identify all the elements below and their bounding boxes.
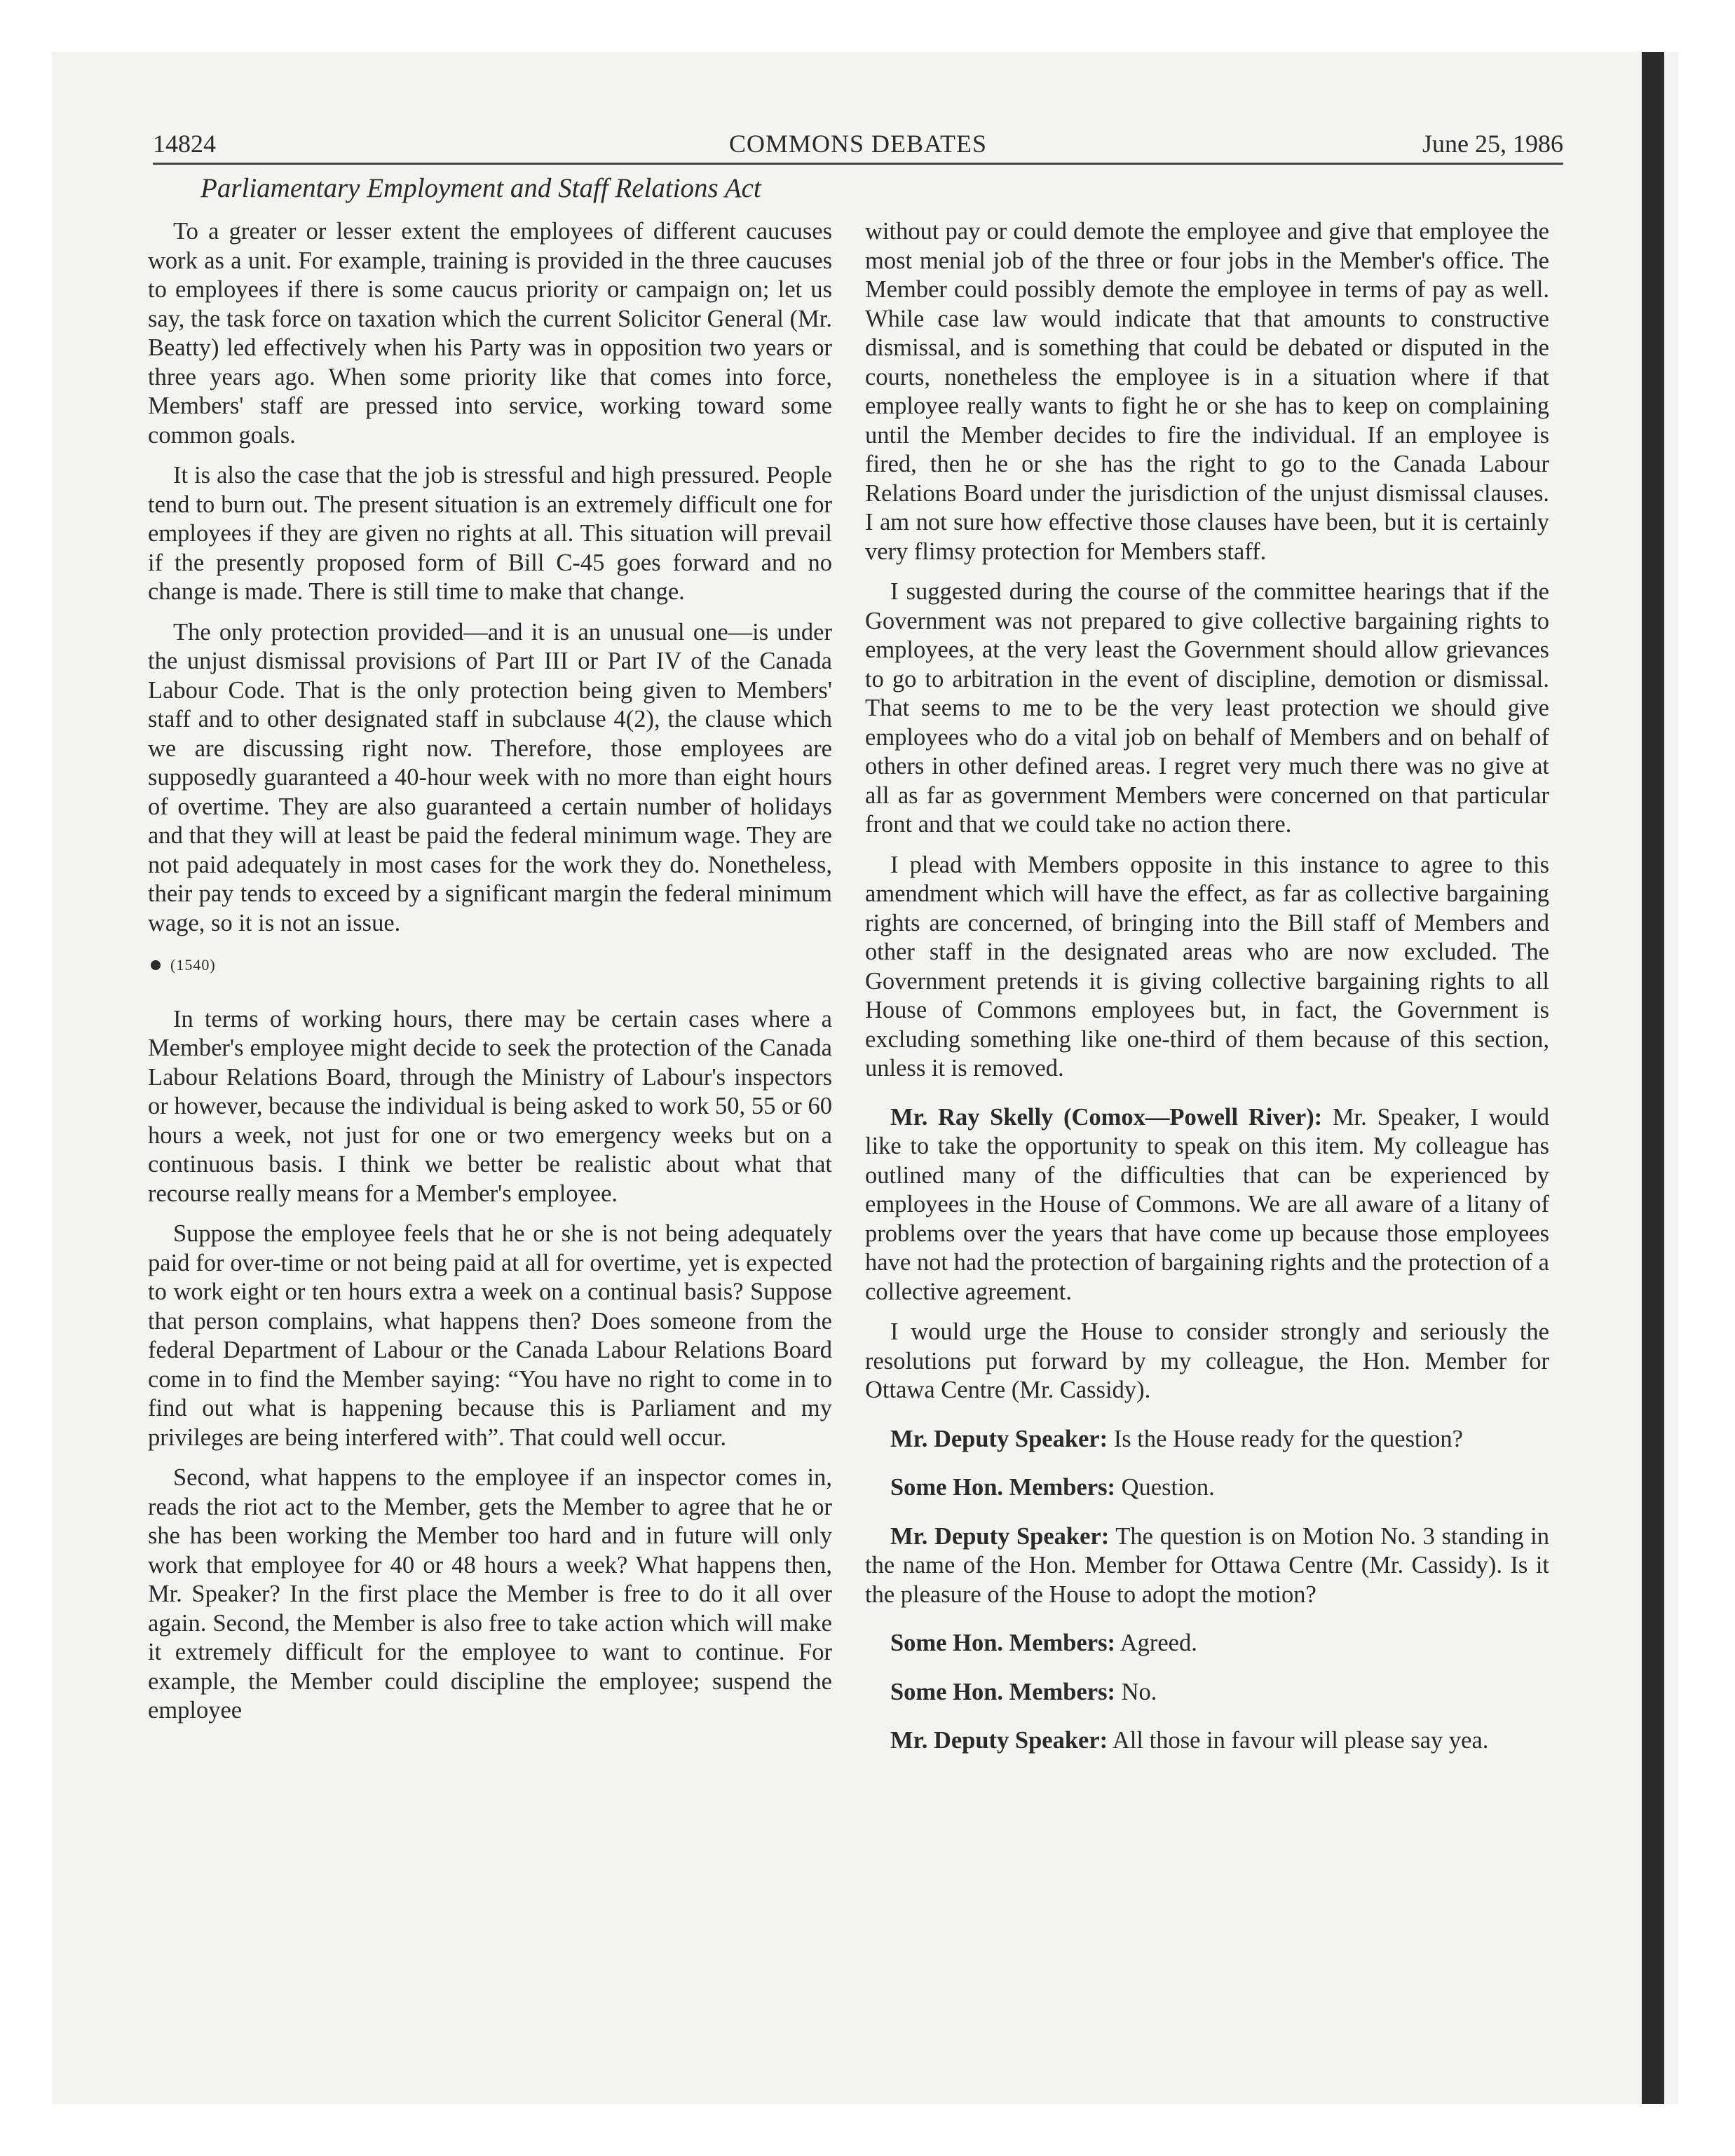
- speaker-name: Mr. Ray Skelly (Comox—Powell River):: [890, 1103, 1323, 1131]
- speech-paragraph: [865, 1103, 1549, 1307]
- speech-text: The question is on Motion No. 3 standing in the name of the Hon. Member for Ottawa Centre (Mr. Cassidy). Is it the pleasure of the House to adopt the motion?: [865, 1522, 1549, 1608]
- speech-text: Question.: [1115, 1474, 1215, 1501]
- left-column: [148, 217, 832, 1737]
- speaker-name: Mr. Deputy Speaker:: [890, 1425, 1108, 1452]
- paragraph: In terms of working hours, there may be certain cases where a Member's employee might decide to seek the protection of the Canada Labour Relations Board, through the Ministry of Labour's inspectors or however, because the individual is being asked to work 50, 55 or 60 hours a week, not just for one or two emergency weeks but on a continuous basis. I think we better be realistic about what that recourse really means for a Member's employee.: [148, 1005, 832, 1207]
- speech-text: Mr. Speaker, I would like to take the opportunity to speak on this item. My colleague has outlined many of the difficulties that can be experienced by employees in the House of Commons. We are all aware of a litany of problems over the years that have come up because those employees have not had the protection of bargaining rights and the protection of a collective agreement.: [865, 1103, 1549, 1305]
- paragraph: To a greater or lesser extent the employees of different caucuses work as a unit. For example, training is provided in the three caucuses to employees if there is some caucus priority or campaign on; let us say, the task force on taxation which the current Solicitor General (Mr. Beatty) led effectively when his Party was in opposition two years or three years ago. When some priority like that comes into force, Members' staff are pressed into service, working toward some common goals.: [148, 218, 832, 449]
- paragraph: The only protection provided—and it is an unusual one—is under the unjust dismissal provisions of Part III or Part IV of the Canada Labour Code. That is the only protection being given to Members' staff and to other designated staff in subclause 4(2), the clause which we are discussing right now. Therefore, those employees are supposedly guaranteed a 40-hour week with no more than eight hours of overtime. They are also guaranteed a certain number of holidays and that they will at least be paid the federal minimum wage. They are not paid adequately in most cases for the work they do. Nonetheless, their pay tends to exceed by a significant margin the federal minimum wage, so it is not an issue.: [148, 618, 832, 936]
- speech-text: Is the House ready for the question?: [1108, 1425, 1463, 1452]
- speaker-name: Some Hon. Members:: [890, 1678, 1115, 1705]
- speaker-name: Some Hon. Members:: [890, 1630, 1115, 1656]
- publication-date: June 25, 1986: [1422, 130, 1563, 158]
- page-header: [153, 125, 1563, 165]
- publication-title: COMMONS DEBATES: [728, 130, 988, 158]
- speech-paragraph: [865, 1522, 1549, 1610]
- running-title: Parliamentary Employment and Staff Relations Act: [200, 173, 761, 203]
- speech-paragraph: [865, 1473, 1549, 1503]
- speech-paragraph: [865, 1425, 1549, 1454]
- speech-text: All those in favour will please say yea.: [1108, 1727, 1489, 1754]
- speech-paragraph: [865, 1678, 1549, 1707]
- speech-paragraph: [865, 1629, 1549, 1658]
- paragraph: I suggested during the course of the committee hearings that if the Government was not prepared to give collective bargaining rights to employees, at the very least the Government should allow grievances to go to arbitration in the event of discipline, demotion or dismissal. That seems to me to be the very least protection we should give employees who do a vital job on behalf of Members and on behalf of others in other defined areas. I regret very much there was no give at all as far as government Members were concerned on that particular front and that we could take no action there.: [865, 578, 1549, 838]
- paragraph: Second, what happens to the employee if an inspector comes in, reads the riot act to the Member, gets the Member to agree that he or she has been working the Member too hard and in future will only work that employee for 40 or 48 hours a week? What happens then, Mr. Speaker? In the first place the Member is free to do it all over again. Second, the Member is also free to take action which will make it extremely difficult for the employee to want to continue. For example, the Member could discipline the employee; suspend the employee: [148, 1464, 832, 1724]
- scan-edge-bar: [1642, 52, 1664, 2104]
- speech-text: No.: [1115, 1678, 1157, 1705]
- paragraph: without pay or could demote the employee and give that employee the most menial job of the three or four jobs in the Member's office. The Member could possibly demote the employee in terms of pay as well. While case law would indicate that that amounts to constructive dismissal, and is something that could be debated or disputed in the courts, nonetheless the employee is in a situation where if that employee really wants to fight he or she has to keep on complaining until the Member decides to fire the individual. If an employee is fired, then he or she has the right to go to the Canada Labour Relations Board under the jurisdiction of the unjust dismissal clauses. I am not sure how effective those clauses have been, but it is certainly very flimsy protection for Members staff.: [865, 218, 1549, 565]
- time-marker-text: (1540): [170, 956, 216, 974]
- speech-paragraph: [865, 1726, 1549, 1756]
- bullet-icon: [151, 960, 161, 970]
- paragraph: I would urge the House to consider strongly and seriously the resolutions put forward by my colleague, the Hon. Member for Ottawa Centre (Mr. Cassidy).: [865, 1318, 1549, 1403]
- speaker-name: Mr. Deputy Speaker:: [890, 1522, 1110, 1550]
- paragraph: Suppose the employee feels that he or she is not being adequately paid for over-time or not being paid at all for overtime, yet is expected to work eight or ten hours extra a week on a continual basis? Suppose that person complains, what happens then? Does someone from the federal Department of Labour or the Canada Labour Relations Board come in to find the Member saying: “You have no right to come in to find out what is happening because this is Parliament and my privileges are being interfered with”. That could well occur.: [148, 1220, 832, 1451]
- paragraph: I plead with Members opposite in this instance to agree to this amendment which will have the effect, as far as collective bargaining rights are concerned, of bringing into the Bill staff of Members and other staff in the designated areas who are now excluded. The Government pretends it is giving collective bargaining rights to all House of Commons employees but, in fact, the Government is excluding something like one-third of them because of this section, unless it is removed.: [865, 851, 1549, 1082]
- page-number: 14824: [153, 130, 216, 158]
- speaker-name: Some Hon. Members:: [890, 1474, 1115, 1501]
- right-column: [865, 217, 1549, 1767]
- time-marker: [148, 950, 832, 980]
- speaker-name: Mr. Deputy Speaker:: [890, 1727, 1108, 1754]
- speech-text: Agreed.: [1115, 1630, 1197, 1656]
- paragraph: It is also the case that the job is stressful and high pressured. People tend to burn out. The present situation is an extremely difficult one for employees if they are given no rights at all. This situation will prevail if the presently proposed form of Bill C-45 goes forward and no change is made. There is still time to make that change.: [148, 462, 832, 605]
